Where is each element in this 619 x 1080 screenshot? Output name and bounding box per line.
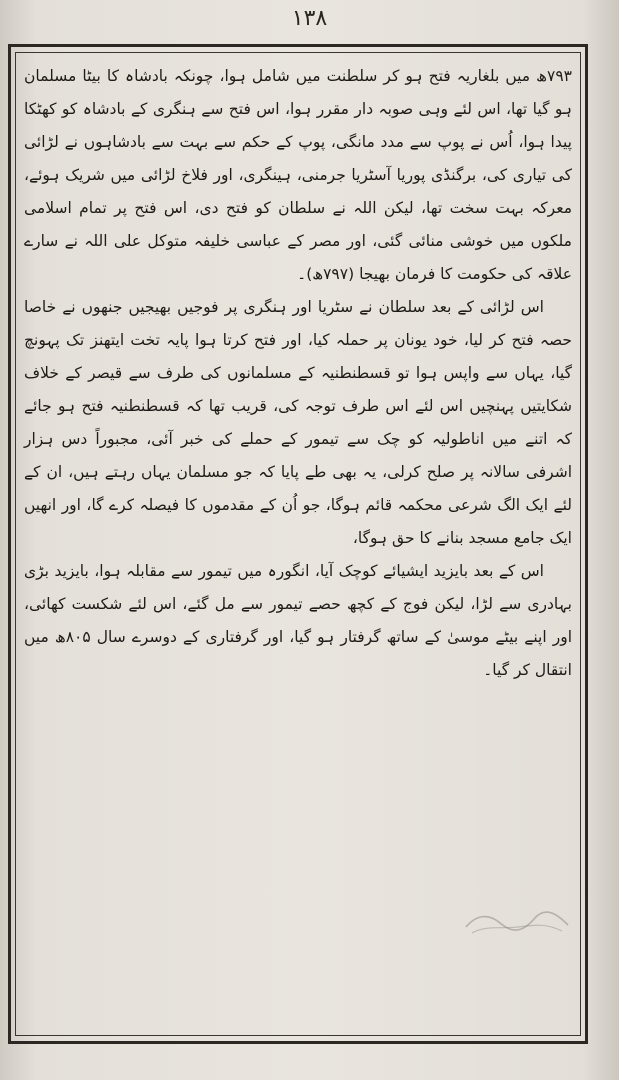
paragraph-ankara: اس کے بعد بایزید ایشیائے کوچک آیا، انگورہ میں تیمور سے مقابلہ ہوا، بایزید بڑی بہادری سے لڑا، لیکن فوج کے کچھ حصے تیمور سے مل گئے، اس لئے شکست کھائی، اور اپنے بیٹے موسیٰ کے ساتھ گرفتار ہو گیا، اور گرفتاری کے دوسرے سال ۸۰۵ھ میں انتقال کر گیا۔ <box>24 562 573 679</box>
body-text <box>24 60 572 687</box>
paragraph-campaigns: اس لڑائی کے بعد سلطان نے سٹریا اور ہنگری پر فوجیں بھیجیں جنھوں نے خاصا حصہ فتح کر لیا، خود یونان پر حملہ کیا، اور فتح کرتا ہوا پایہ تخت ایتھنز تک پہونچ گیا، یہاں سے واپس ہوا تو قسطنطنیہ کے مسلمانوں کی طرف سے قیصر کے خلاف شکایتیں پہنچیں اس لئے اس طرف توجہ کی، قریب تھا کہ قسطنطنیہ فتح ہو جائے کہ اتنے میں اناطولیہ کو چک سے تیمور کے حملے کی خبر آئی، مجبوراً دس ہزار اشرفی سالانہ پر صلح کرلی، یہ بھی طے پایا کہ جو مسلمان یہاں رہتے ہیں، ان کے لئے ایک الگ شرعی محکمہ قائم ہوگا، جو اُن کے مقدموں کا فیصلہ کرے گا، اور انھیں ایک جامع مسجد بنانے کا حق ہوگا، <box>24 298 572 547</box>
faded-stamp-mark <box>462 905 572 939</box>
page-number: ۱۳۸ <box>291 6 328 31</box>
paragraph-bulgaria: ۷۹۳ھ میں بلغاریہ فتح ہو کر سلطنت میں شامل ہوا، چونکہ بادشاہ کا بیٹا مسلمان ہو گیا تھا، اس لئے وہی صوبہ دار مقرر ہوا، اس فتح سے ہنگری کے بادشاہ کو کھٹکا پیدا ہوا، اُس نے پوپ سے مدد مانگی، پوپ کے حکم سے بہت سے بادشاہوں نے لڑائی کی تیاری کی، برگنڈی پوریا آسٹریا جرمنی، ہینگری، اور فلاخ لڑائی میں شریک ہوئے، معرکہ بہت سخت تھا، لیکن اللہ نے سلطان کو فتح دی، اس فتح پر تمام اسلامی ملکوں میں خوشی منائی گئی، اور مصر کے عباسی خلیفہ متوکل علی اللہ نے سارے علاقہ کی حکومت کا فرمان بھیجا (۷۹۷ھ)۔ <box>24 67 572 283</box>
